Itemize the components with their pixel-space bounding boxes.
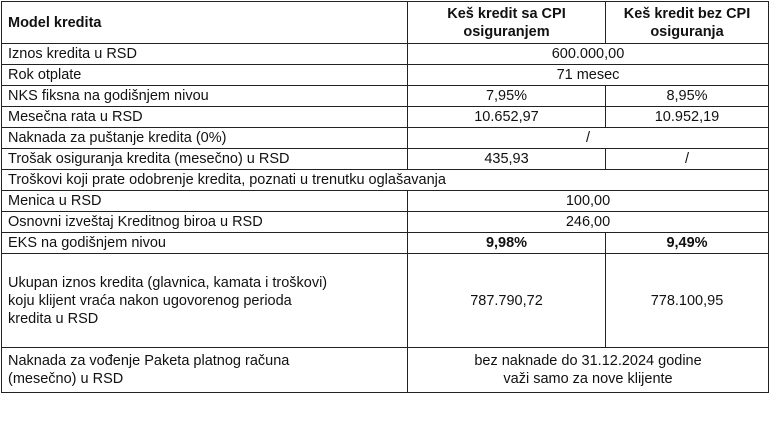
header-with-cpi-line2: osiguranjem — [463, 23, 550, 40]
row-value-izvestaj: 246,00 — [408, 212, 769, 233]
loan-comparison-table — [1, 1, 769, 393]
row-label-paket-line2: (mesečno) u RSD — [8, 371, 124, 387]
row-label-menica: Menica u RSD — [2, 191, 408, 212]
row-value-nks-without-cpi: 8,95% — [606, 86, 769, 107]
row-label-paket — [2, 348, 408, 393]
table-row — [2, 212, 769, 233]
row-value-rata-with-cpi: 10.652,97 — [408, 107, 606, 128]
row-label-iznos: Iznos kredita u RSD — [2, 44, 408, 65]
header-without-cpi — [606, 2, 769, 44]
row-label-izvestaj: Osnovni izveštaj Kreditnog biroa u RSD — [2, 212, 408, 233]
row-value-ukupan-with-cpi: 787.790,72 — [408, 254, 606, 348]
header-without-cpi-line1: Keš kredit bez CPI — [623, 5, 751, 22]
row-value-paket-line2: važi samo za nove klijente — [503, 371, 673, 387]
row-label-rok: Rok otplate — [2, 65, 408, 86]
row-value-ukupan-without-cpi: 778.100,95 — [606, 254, 769, 348]
section-label-troskovi: Troškovi koji prate odobrenje kredita, poznati u trenutku oglašavanja — [2, 170, 769, 191]
row-label-trosak: Trošak osiguranja kredita (mesečno) u RSD — [2, 149, 408, 170]
row-label-naknada: Naknada za puštanje kredita (0%) — [2, 128, 408, 149]
row-value-rok: 71 mesec — [408, 65, 769, 86]
row-value-paket — [408, 348, 769, 393]
table-section-row — [2, 170, 769, 191]
table-row — [2, 254, 769, 348]
row-value-rata-without-cpi: 10.952,19 — [606, 107, 769, 128]
header-with-cpi-line1: Keš kredit sa CPI — [447, 5, 566, 22]
row-value-eks-without-cpi: 9,49% — [606, 233, 769, 254]
row-label-nks: NKS fiksna na godišnjem nivou — [2, 86, 408, 107]
row-label-rata: Mesečna rata u RSD — [2, 107, 408, 128]
row-label-ukupan — [2, 254, 408, 348]
table-row — [2, 86, 769, 107]
row-label-ukupan-line1: Ukupan iznos kredita (glavnica, kamata i troškovi) — [8, 274, 328, 291]
row-label-ukupan-line2: koju klijent vraća nakon ugovorenog perioda — [8, 292, 292, 309]
row-value-trosak-with-cpi: 435,93 — [408, 149, 606, 170]
table-row — [2, 191, 769, 212]
table-header-row — [2, 2, 769, 44]
header-model-kredita: Model kredita — [2, 2, 408, 44]
header-with-cpi — [408, 2, 606, 44]
row-value-naknada: / — [408, 128, 769, 149]
table-row — [2, 65, 769, 86]
table-row — [2, 149, 769, 170]
table-row — [2, 128, 769, 149]
row-label-ukupan-line3: kredita u RSD — [8, 310, 99, 327]
row-label-paket-line1: Naknada za vođenje Paketa platnog računa — [8, 353, 290, 369]
row-value-nks-with-cpi: 7,95% — [408, 86, 606, 107]
table-row — [2, 233, 769, 254]
row-value-trosak-without-cpi: / — [606, 149, 769, 170]
header-without-cpi-line2: osiguranja — [650, 23, 724, 40]
row-label-eks: EKS na godišnjem nivou — [2, 233, 408, 254]
table-row — [2, 44, 769, 65]
row-value-menica: 100,00 — [408, 191, 769, 212]
table-row — [2, 107, 769, 128]
row-value-paket-line1: bez naknade do 31.12.2024 godine — [474, 353, 702, 369]
row-value-iznos: 600.000,00 — [408, 44, 769, 65]
row-value-eks-with-cpi: 9,98% — [408, 233, 606, 254]
table-row — [2, 348, 769, 393]
